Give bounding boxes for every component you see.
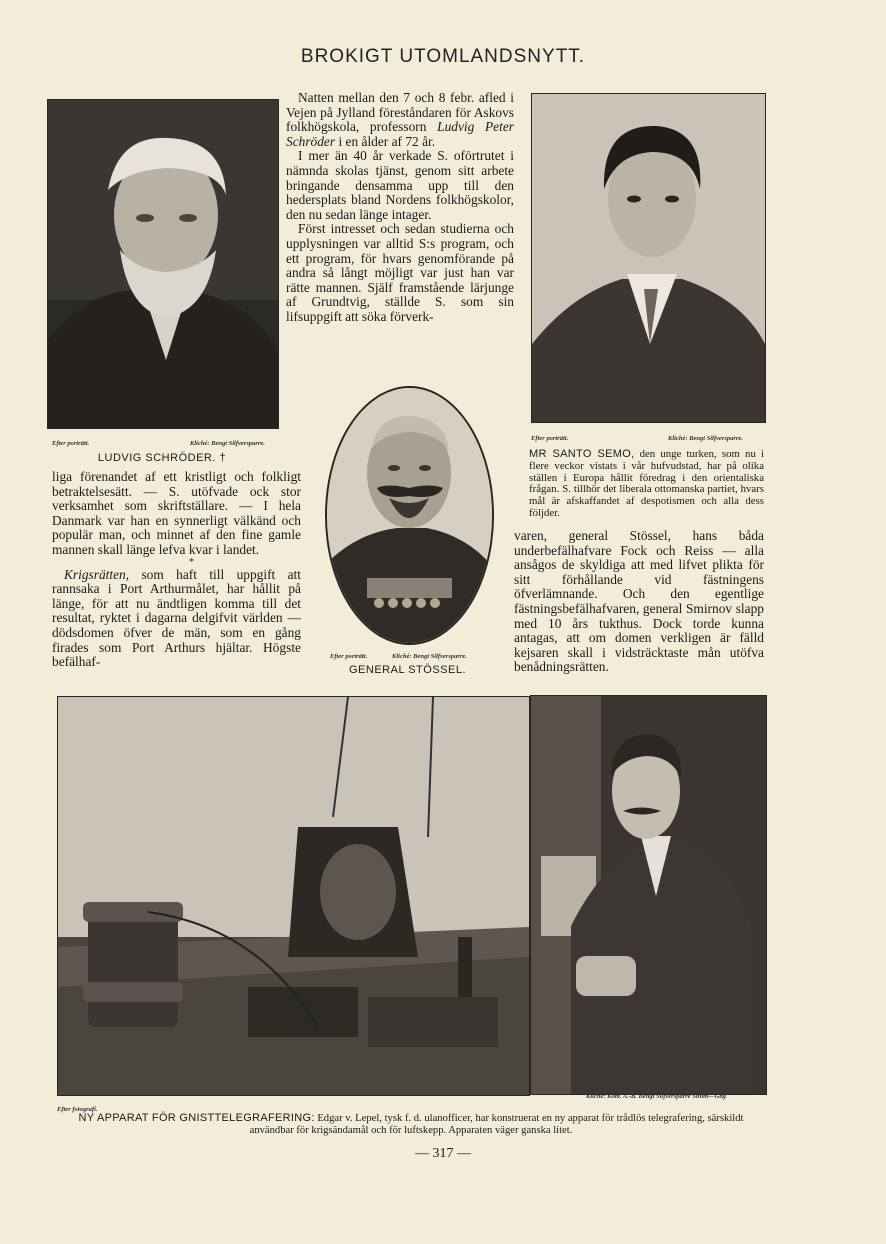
photo-credit-left: Efter porträtt.: [330, 653, 368, 660]
portrait-general-image: [327, 388, 492, 643]
photo-edgar-von-lepel: [530, 695, 767, 1095]
section-separator: *: [189, 556, 194, 568]
photo-credit-left: Efter porträtt.: [531, 435, 569, 442]
photo-telegraph-apparatus: [57, 696, 530, 1096]
telegraph-apparatus-image: [58, 697, 529, 1095]
photo-credit-right: Kliché: Bengt Silfversparre.: [392, 653, 467, 660]
photo-credit-left: Efter porträtt.: [52, 440, 90, 447]
article-paragraph: Först intresset och sedan studierna och upplysningen var alltid S:s program, och ett program, för hvars genomförande på andra så långt möjligt var just han var rätte mannen. Själf framstående lärjunge af Grundtvig, ställde S. som sin lifsuppgift att söka förverk-: [286, 221, 514, 324]
photo-credit-right: Kliché: Bengt Silfversparre.: [668, 435, 743, 442]
photo-general-stossel: [325, 386, 494, 645]
page-title: BROKIGT UTOMLANDSNYTT.: [300, 46, 586, 67]
portrait-officer-image: [531, 696, 766, 1094]
portrait-young-man-image: [532, 94, 765, 422]
page-number: — 317 —: [415, 1146, 471, 1161]
article-paragraph: I mer än 40 år verkade S. oförtrutet i nämnda skolas tjänst, genom sitt arbete bringande densamma upp till den hedersplats bland Nordens folkhögskolor, den nu sedan länge intager.: [286, 148, 514, 222]
article-column-left: [52, 470, 301, 670]
article-paragraph: liga förenandet af ett kristligt och folkligt betraktelsesätt. — S. utöfvade ock stor verksamhet som skriftställare. — I hela Danmark var han en synnerligt välkänd och populär man, och minnet af den fine gamle mannen skall länge lefva kvar i landet.: [52, 469, 301, 557]
portrait-old-man-image: [48, 100, 278, 428]
photo-credit-right: Kliché: Kom. A.-B. Bengt Silfversparre Sthlm—Gbg: [586, 1093, 726, 1100]
photo-ludvig-schroder: [47, 99, 279, 429]
stossel-caption: GENERAL STÖSSEL.: [348, 664, 467, 676]
photo-credit-right: Kliché: Bengt Silfversparre.: [190, 440, 265, 447]
photo-santo-semo: [531, 93, 766, 423]
article-column-center: [286, 91, 514, 325]
article-paragraph: Krigsrätten, som haft till uppgift att rannsaka i Port Arthurmålet, har hållit på länge, för att nu ändtligen komma till det resultat, ryktet i dagarna delgifvit världen — dödsdomen öfver de män, som en gång firades som Port Arthurs hjältar. Högste befälhaf-: [52, 566, 301, 670]
article-paragraph: varen, general Stössel, hans båda underbefälhafvare Fock och Reiss — alla ansågos de skyldiga att med lifvet plikta för sitt förhållande vid fästningens öfverlämnande. Och den egentlige fästningsbefälhafvaren, general Smirnov slapp med 10 års tukthus. Dock torde kunna antagas, att om domen verkligen är fälld kejsaren skall i vidsträcktaste mån utöfva benådningsrätten.: [514, 528, 764, 675]
article-column-right: [514, 529, 764, 675]
photo-credit-left: Efter fotografi.: [57, 1106, 98, 1113]
article-paragraph: Natten mellan den 7 och 8 febr. afled i Vejen på Jylland föreståndaren för Askovs folkhögskola, professorn Ludvig Peter Schröder i en ålder af 72 år.: [286, 90, 514, 149]
apparatus-caption: NY APPARAT FÖR GNISTTELEGRAFERING: Edgar v. Lepel, tysk f. d. ulanofficer, har konstruerat en ny apparat för trådlös telegrafering, särskildt användbar för krigsändamål och för luftskepp. Apparaten väger ganska litet.: [78, 1112, 744, 1136]
schroder-caption: LUDVIG SCHRÖDER. †: [97, 452, 227, 464]
semo-caption: MR SANTO SEMO, den unge turken, som nu i flere veckor vistats i vår hufvudstad, har på olika ställen i Europa hållit föredrag i den orientaliska frågan. S. tillhör det liberala ottomanska partiet, hvars mål är afskaffandet af despotismen och alla dess följder.: [529, 448, 764, 519]
